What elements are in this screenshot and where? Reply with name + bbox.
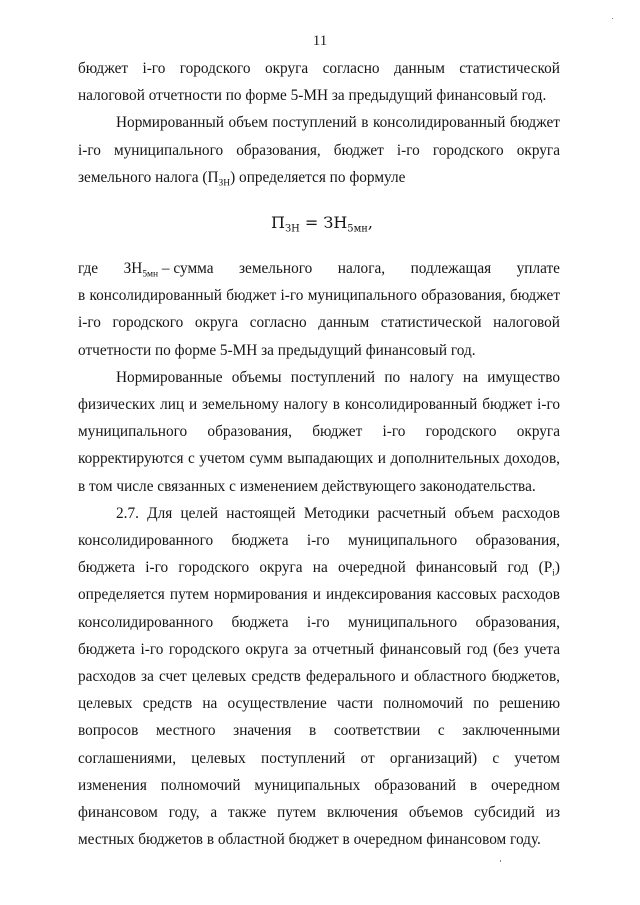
text-segment: 2.7. Для целей настоящей Методики расчетный объем расходов консолидированного бюджета i-го муниципального образования, бюджета i-го городского округа на очередной финансовый год (P — [78, 504, 560, 577]
formula-equals: = ЗН — [299, 213, 348, 233]
paragraph-definition-rest: в консолидированный бюджет i-го муниципального образования, бюджет i-го городского округа согласно данным статистической налоговой отчетности по форме 5-МН за предыдущий финансовый год. — [78, 287, 560, 359]
formula-rhs-subscript: 5мн — [347, 223, 368, 235]
text-segment: Нормированный объем поступлений в консолидированный бюджет i-го муниципального образования, бюджет i-го городского округа земельного налога (П — [78, 114, 560, 186]
text-segment: ) определяется по формуле — [230, 168, 406, 186]
paragraph-land-tax-definition — [78, 109, 560, 191]
def-word: земельного — [239, 260, 313, 278]
text-segment: ) определяется путем нормирования и индексирования кассовых расходов консолидированного бюджета i-го муниципального образования, бюджета i-го городского округа за отчетный финансовый год (без учета расходов за счет целевых средств федерального и областного бюджетов, целевых средств на осуществление части полномочий по решению вопросов местного значения в соответствии с заключенными соглашениями, целевых поступлений от организаций) с учетом изменения полномочий муниципальных образований в очередном финансовом году, а также путем включения объемов субсидий из местных бюджетов в областной бюджет в очередном финансовом году. — [78, 559, 560, 849]
scan-speck — [500, 860, 501, 862]
paragraph-continuation: бюджет i-го городского округа согласно данным статистической налоговой отчетности по форме 5-МН за предыдущий финансовый год. — [78, 60, 560, 105]
paragraph-section-2-7 — [78, 500, 560, 854]
formula-lhs-subscript: ЗН — [284, 223, 300, 235]
document-body — [78, 55, 560, 853]
subscript: ЗН — [218, 178, 231, 189]
def-word: подлежащая — [410, 260, 492, 278]
scan-speck — [612, 18, 613, 19]
subscript: i — [552, 568, 555, 579]
paragraph-adjustment: Нормированные объемы поступлений по налогу на имущество физических лиц и земельному налогу в консолидированный бюджет i-го муниципального образования, бюджет i-го городского округа корректируются с учетом сумм выпадающих и дополнительных доходов, в том числе связанных с изменением действующего законодательства. — [78, 368, 560, 495]
def-word: налога, — [337, 260, 386, 278]
page-number: 11 — [312, 33, 328, 49]
definition-line — [78, 255, 560, 282]
def-word: уплате — [516, 260, 560, 278]
formula — [78, 191, 560, 255]
formula-tail: , — [367, 213, 373, 233]
formula-lhs: П — [271, 213, 285, 233]
def-symbol: $ЗН_{5мн}$ – сумма — [123, 260, 214, 280]
def-where: где — [78, 260, 99, 278]
